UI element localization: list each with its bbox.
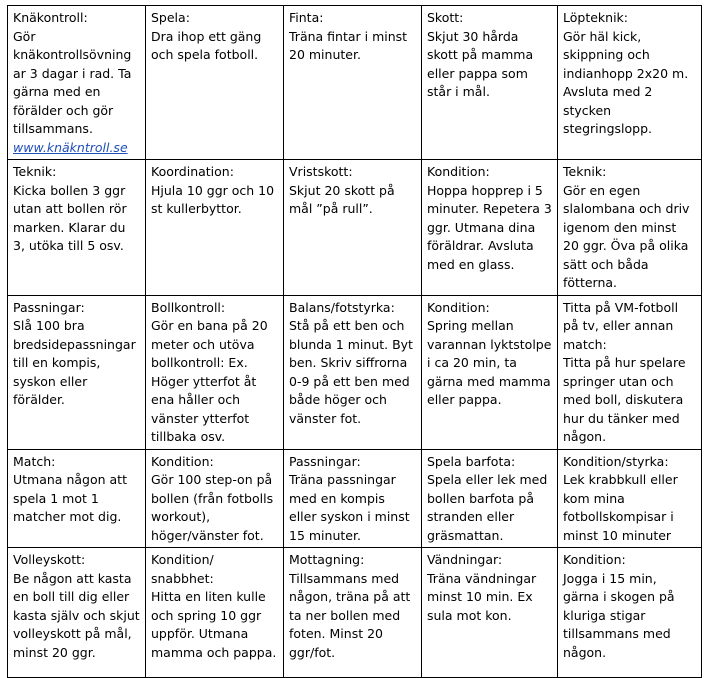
- cell-title: Passningar:: [13, 299, 85, 315]
- cell-skott: [422, 6, 558, 160]
- cell-body: Kicka bollen 3 ggr utan att bollen rör marken. Klarar du 3, utöka till 5 osv.: [13, 182, 127, 253]
- cell-body: Skjut 20 skott på mål ”på rull”.: [289, 182, 395, 216]
- cell-body: Jogga i 15 min, gärna i skogen på kluriga stigar tillsammans med någon.: [563, 570, 675, 660]
- cell-passningar: [8, 295, 146, 449]
- cell-body: Gör en bana på 20 meter och utöva bollkontroll: Ex. Höger ytterfot åt ena håller och vänster ytterfot tillbaka osv.: [151, 318, 268, 444]
- knakontroll-link[interactable]: www.knäkntroll.se: [13, 139, 128, 155]
- cell-vristskott: [284, 160, 422, 296]
- cell-body: Träna passningar med en kompis eller syskon i minst 15 minuter.: [289, 472, 410, 543]
- cell-title: Volleyskott:: [13, 552, 86, 567]
- cell-body: Spring mellan varannan lyktstolpe i ca 20 min, ta gärna med mamma eller pappa.: [427, 318, 552, 407]
- cell-body: Tillsammans med någon, träna på att ta ner bollen med foten. Minst 20 ggr/fot.: [289, 570, 411, 660]
- cell-body: Träna vändningar minst 10 min. Ex sula mot kon.: [427, 570, 537, 623]
- cell-knakontroll: [8, 6, 146, 160]
- cell-title: Kondition:: [427, 164, 490, 179]
- cell-title: Kondition:: [427, 299, 490, 315]
- cell-title: Kondition:: [151, 453, 214, 469]
- cell-spela-barfota: [422, 449, 558, 548]
- cell-teknik-slalom: [558, 160, 702, 296]
- cell-body: Gör en egen slalombana och driv igenom den minst 20 ggr. Öva på olika sätt och båda fötterna.: [563, 182, 690, 290]
- cell-kondition-step-on: [146, 449, 284, 548]
- cell-title: Löpteknik:: [563, 10, 629, 25]
- cell-match: [8, 449, 146, 548]
- cell-body: Dra ihop ett gäng och spela fotboll.: [151, 28, 262, 62]
- cell-body: Skjut 30 hårda skott på mamma eller pappa som står i mål.: [427, 28, 534, 99]
- cell-body: Slå 100 bra bredsidepassningar till en kompis, syskon eller förälder.: [13, 318, 136, 407]
- cell-title: Titta på VM-fotboll på tv, eller annan match:: [563, 299, 679, 352]
- cell-body: Gör 100 step-on på bollen (från fotbolls workout), höger/vänster fot.: [151, 472, 274, 543]
- cell-body: Hoppa hopprep i 5 minuter. Repetera 3 ggr. Utmana dina föräldrar. Avsluta med en glass.: [427, 182, 552, 272]
- cell-kondition-lyktstolpe: [422, 295, 558, 449]
- cell-title: Knäkontroll:: [13, 10, 88, 25]
- table-row: [8, 6, 702, 160]
- cell-body: Lek krabbkull eller kom mina fotbollskompisar i minst 10 minuter: [563, 472, 678, 543]
- cell-body: Hjula 10 ggr och 10 st kullerbyttor.: [151, 182, 275, 216]
- cell-body: Stå på ett ben och blunda 1 minut. Byt ben. Skriv siffrorna 0-9 på ett ben med både höger och vänster fot.: [289, 318, 413, 426]
- cell-title: Vändningar:: [427, 552, 503, 567]
- cell-title: Vristskott:: [289, 164, 353, 179]
- table-row: [8, 160, 702, 296]
- cell-vm-fotboll: [558, 295, 702, 449]
- cell-teknik: [8, 160, 146, 296]
- cell-title: Skott:: [427, 10, 464, 25]
- exercise-grid: [7, 5, 702, 678]
- cell-kondition-styrka: [558, 449, 702, 548]
- cell-kondition: [422, 160, 558, 296]
- cell-lopteknik: [558, 6, 702, 160]
- cell-title: Passningar:: [289, 453, 361, 469]
- cell-koordination: [146, 160, 284, 296]
- cell-balans: [284, 295, 422, 449]
- cell-body: Gör knäkontrollsövning ar 3 dagar i rad. Ta gärna med en förälder och gör tillsammans.: [13, 28, 132, 136]
- cell-finta: [284, 6, 422, 160]
- cell-title: Koordination:: [151, 164, 234, 179]
- cell-title: Balans/fotstyrka:: [289, 299, 395, 315]
- cell-kondition-jogga: [558, 548, 702, 678]
- cell-title: Kondition:: [563, 552, 626, 567]
- cell-vandningar: [422, 548, 558, 678]
- cell-title: Teknik:: [563, 164, 607, 179]
- cell-title: Kondition/styrka:: [563, 453, 669, 469]
- cell-title: Mottagning:: [289, 552, 365, 567]
- cell-title: Bollkontroll:: [151, 299, 226, 315]
- cell-title: Spela:: [151, 10, 190, 25]
- cell-body: Titta på hur spelare springer utan och med boll, diskutera hur du tänker med någon.: [563, 355, 686, 444]
- table-row: [8, 449, 702, 548]
- cell-volleyskott: [8, 548, 146, 678]
- cell-title: Finta:: [289, 10, 324, 25]
- cell-kondition-snabbhet: [146, 548, 284, 678]
- cell-body: Spela eller lek med bollen barfota på stranden eller gräsmattan.: [427, 472, 548, 543]
- cell-title: Teknik:: [13, 164, 57, 179]
- cell-title: Kondition/ snabbhet:: [151, 552, 214, 586]
- cell-body: Hitta en liten kulle och spring 10 ggr uppför. Utmana mamma och pappa.: [151, 589, 277, 660]
- cell-title: Spela barfota:: [427, 453, 516, 469]
- table-row: [8, 548, 702, 678]
- cell-body: Be någon att kasta en boll till dig eller kasta själv och skjut volleyskott på mål, minst 20 ggr.: [13, 570, 140, 660]
- cell-title: Match:: [13, 453, 56, 469]
- cell-body: Gör häl kick, skippning och indianhopp 2x20 m. Avsluta med 2 stycken stegringslopp.: [563, 28, 689, 136]
- cell-body: Utmana någon att spela 1 mot 1 matcher mot dig.: [13, 472, 127, 524]
- table-row: [8, 295, 702, 449]
- cell-passningar-kompis: [284, 449, 422, 548]
- cell-bollkontroll: [146, 295, 284, 449]
- cell-mottagning: [284, 548, 422, 678]
- cell-spela: [146, 6, 284, 160]
- cell-body: Träna fintar i minst 20 minuter.: [289, 28, 408, 62]
